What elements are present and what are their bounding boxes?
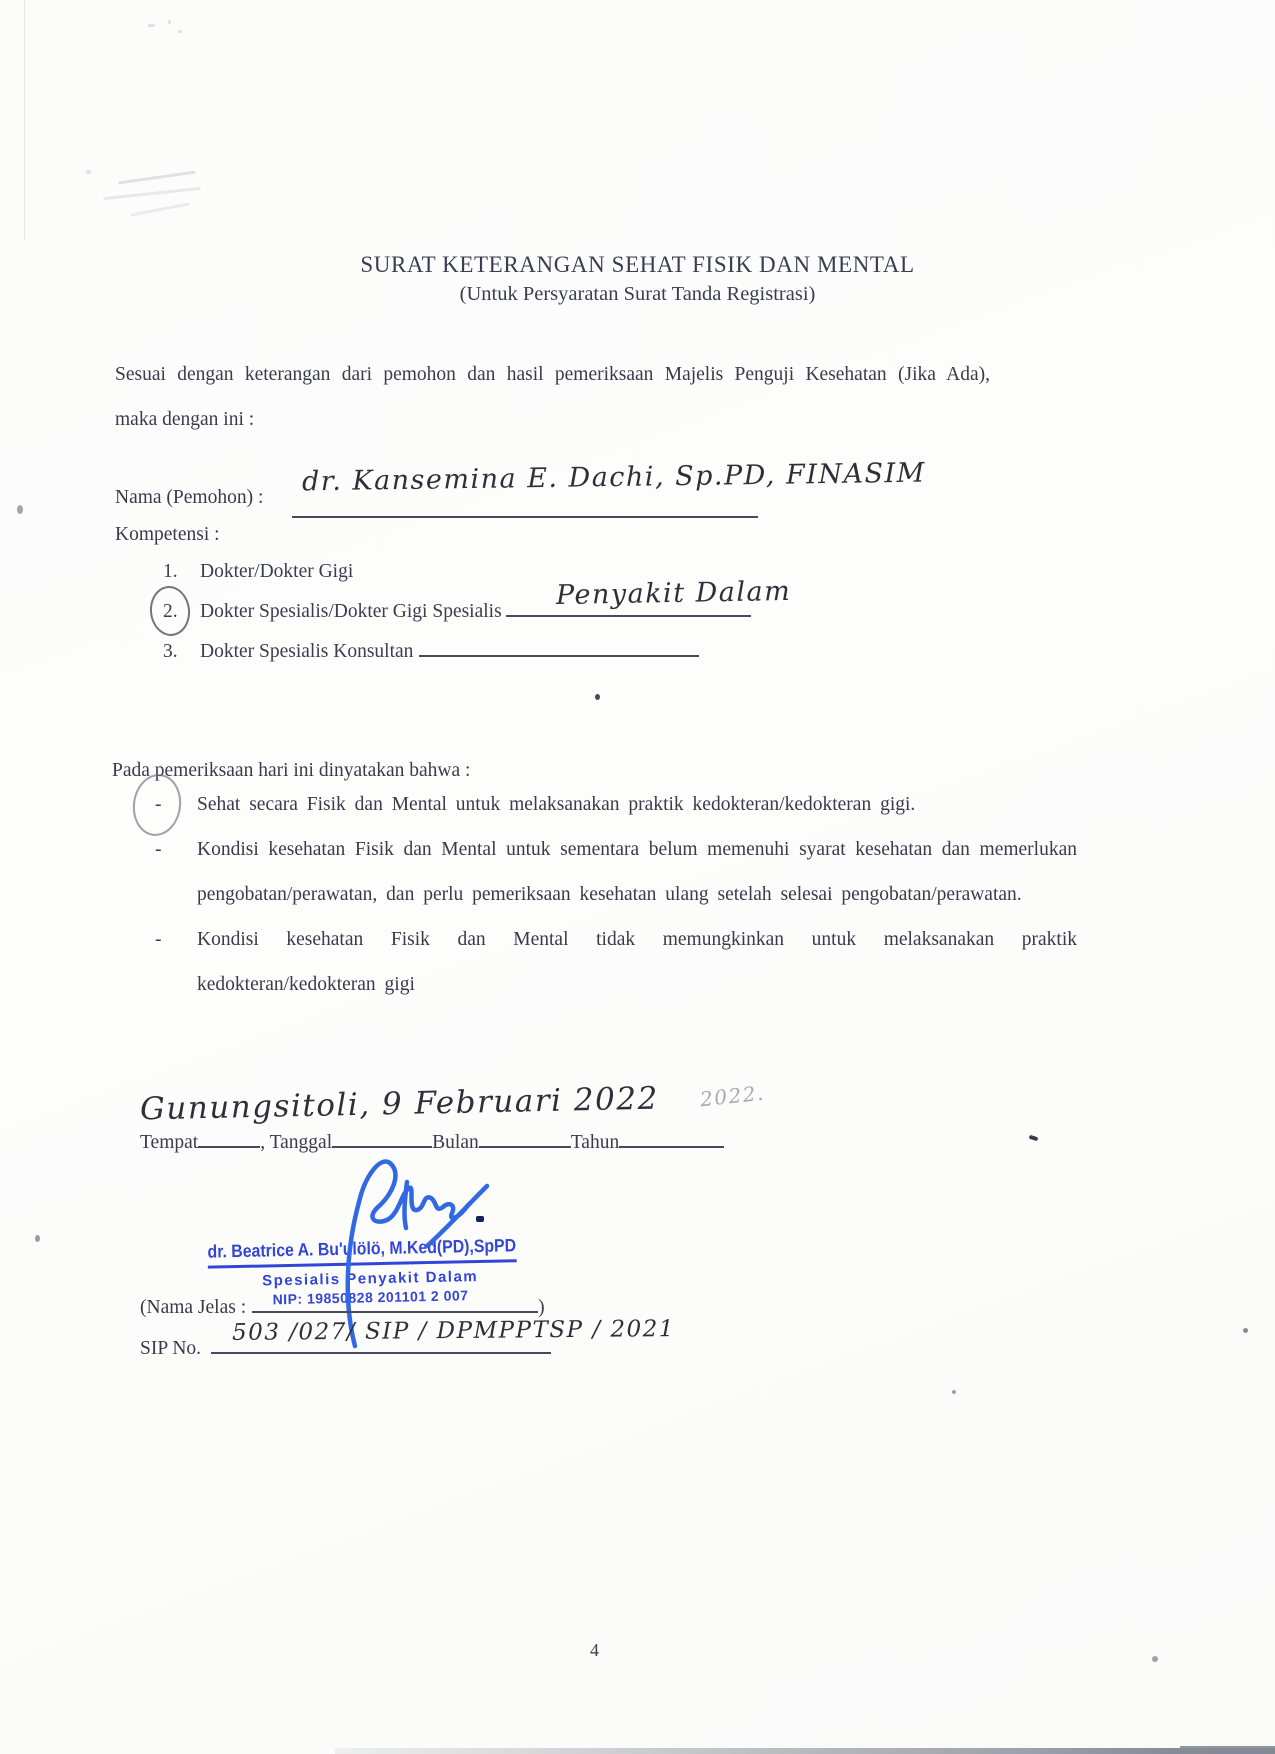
kompetensi-item-2-number: 2. [163,601,178,622]
stamp-nip: NIP: 19850828 201101 2 007 [272,1287,469,1308]
bulan-label: Bulan [432,1132,479,1153]
scan-speck [1029,1135,1039,1142]
scan-fold-line [24,0,25,240]
tanggal-underline [332,1130,432,1148]
nama-label: Nama (Pemohon) : [115,487,264,508]
bulan-underline [479,1130,571,1148]
scan-edge-strip-dark [1180,1746,1275,1754]
kompetensi-item-3-label: Dokter Spesialis Konsultan [200,641,414,662]
scan-smudge [148,24,155,27]
statement-item-3 [155,917,1077,1007]
statement-item-3-text: Kondisi kesehatan Fisik dan Mental tidak memungkinkan untuk melaksanakan praktik kedokteran/kedokteran gigi [197,929,1077,995]
tempat-label: Tempat [140,1132,199,1153]
date-ghost-text: 2022. [698,1080,766,1112]
nama-value-handwritten: dr. Kansemina E. Dachi, Sp.PD, FINASIM [301,457,927,498]
kompetensi-item-3-underline [419,639,699,657]
scan-smudge [168,20,171,24]
statement-item-2 [155,827,1077,917]
tempat-underline [198,1130,260,1148]
tahun-label: Tahun [570,1132,620,1153]
scan-edge-strip [335,1748,1275,1754]
dash-bullet: - [155,794,162,815]
scan-smudge [118,171,196,185]
scan-speck [595,694,600,700]
stamp-doctor-name: dr. Beatrice A. Bu'ulölö, M.Ked(PD),SpPD [207,1235,516,1268]
kompetensi-item-1-number: 1. [163,561,178,582]
kompetensi-item-3 [163,632,751,672]
nama-jelas-label: (Nama Jelas : [140,1297,247,1318]
scan-smudge [86,170,91,174]
scan-speck [952,1390,956,1394]
kompetensi-item-1-label: Dokter/Dokter Gigi [200,561,354,582]
nama-underline [292,516,758,518]
scan-smudge [103,187,201,200]
scan-speck [35,1235,40,1242]
sip-label: SIP No. [140,1338,202,1359]
kompetensi-item-2-value-handwritten: Penyakit Dalam [555,575,792,612]
stamp-specialty: Spesialis Penyakit Dalam [261,1268,479,1290]
sip-value-handwritten: 503 /027/ SIP / DPMPPTSP / 2021 [231,1316,676,1346]
statement-item-1 [155,782,1077,827]
statement-item-2-text: Kondisi kesehatan Fisik dan Mental untuk sementara belum memenuhi syarat kesehatan dan memerlukan pengobatan/perawatan, dan perlu pemeriksaan kesehatan ulang setelah selesai pengobatan/perawatan. [197,839,1077,905]
scan-speck [1243,1328,1248,1333]
dash-bullet: - [155,929,162,950]
nama-jelas-closing: ) [538,1297,545,1318]
kompetensi-item-2-label: Dokter Spesialis/Dokter Gigi Spesialis [200,601,502,622]
statement-item-1-text: Sehat secara Fisik dan Mental untuk melaksanakan praktik kedokteran/kedokteran gigi. [197,794,916,815]
scan-smudge [130,202,189,216]
tahun-underline [619,1130,724,1148]
tanggal-label: , Tanggal [260,1132,333,1153]
intro-line-2: maka dengan ini : [115,409,255,430]
scan-speck [1152,1656,1158,1662]
statement-intro: Pada pemeriksaan hari ini dinyatakan bahwa : [112,760,471,781]
kompetensi-label: Kompetensi : [115,524,220,545]
page-subtitle: (Untuk Persyaratan Surat Tanda Registrasi) [459,283,816,305]
signature-ink-dot [476,1216,484,1222]
page-number: 4 [590,1640,599,1660]
page-title: SURAT KETERANGAN SEHAT FISIK DAN MENTAL [360,252,915,277]
dash-bullet: - [155,839,162,860]
kompetensi-item-3-number: 3. [163,641,178,662]
date-handwritten: Gunungsitoli, 9 Februari 2022 [139,1080,660,1128]
scan-speck [17,505,23,514]
scan-smudge [178,30,182,33]
nama-jelas-underline [252,1295,538,1313]
intro-line-1: Sesuai dengan keterangan dari pemohon dan hasil pemeriksaan Majelis Penguji Kesehatan (Jika Ada), [115,364,990,385]
